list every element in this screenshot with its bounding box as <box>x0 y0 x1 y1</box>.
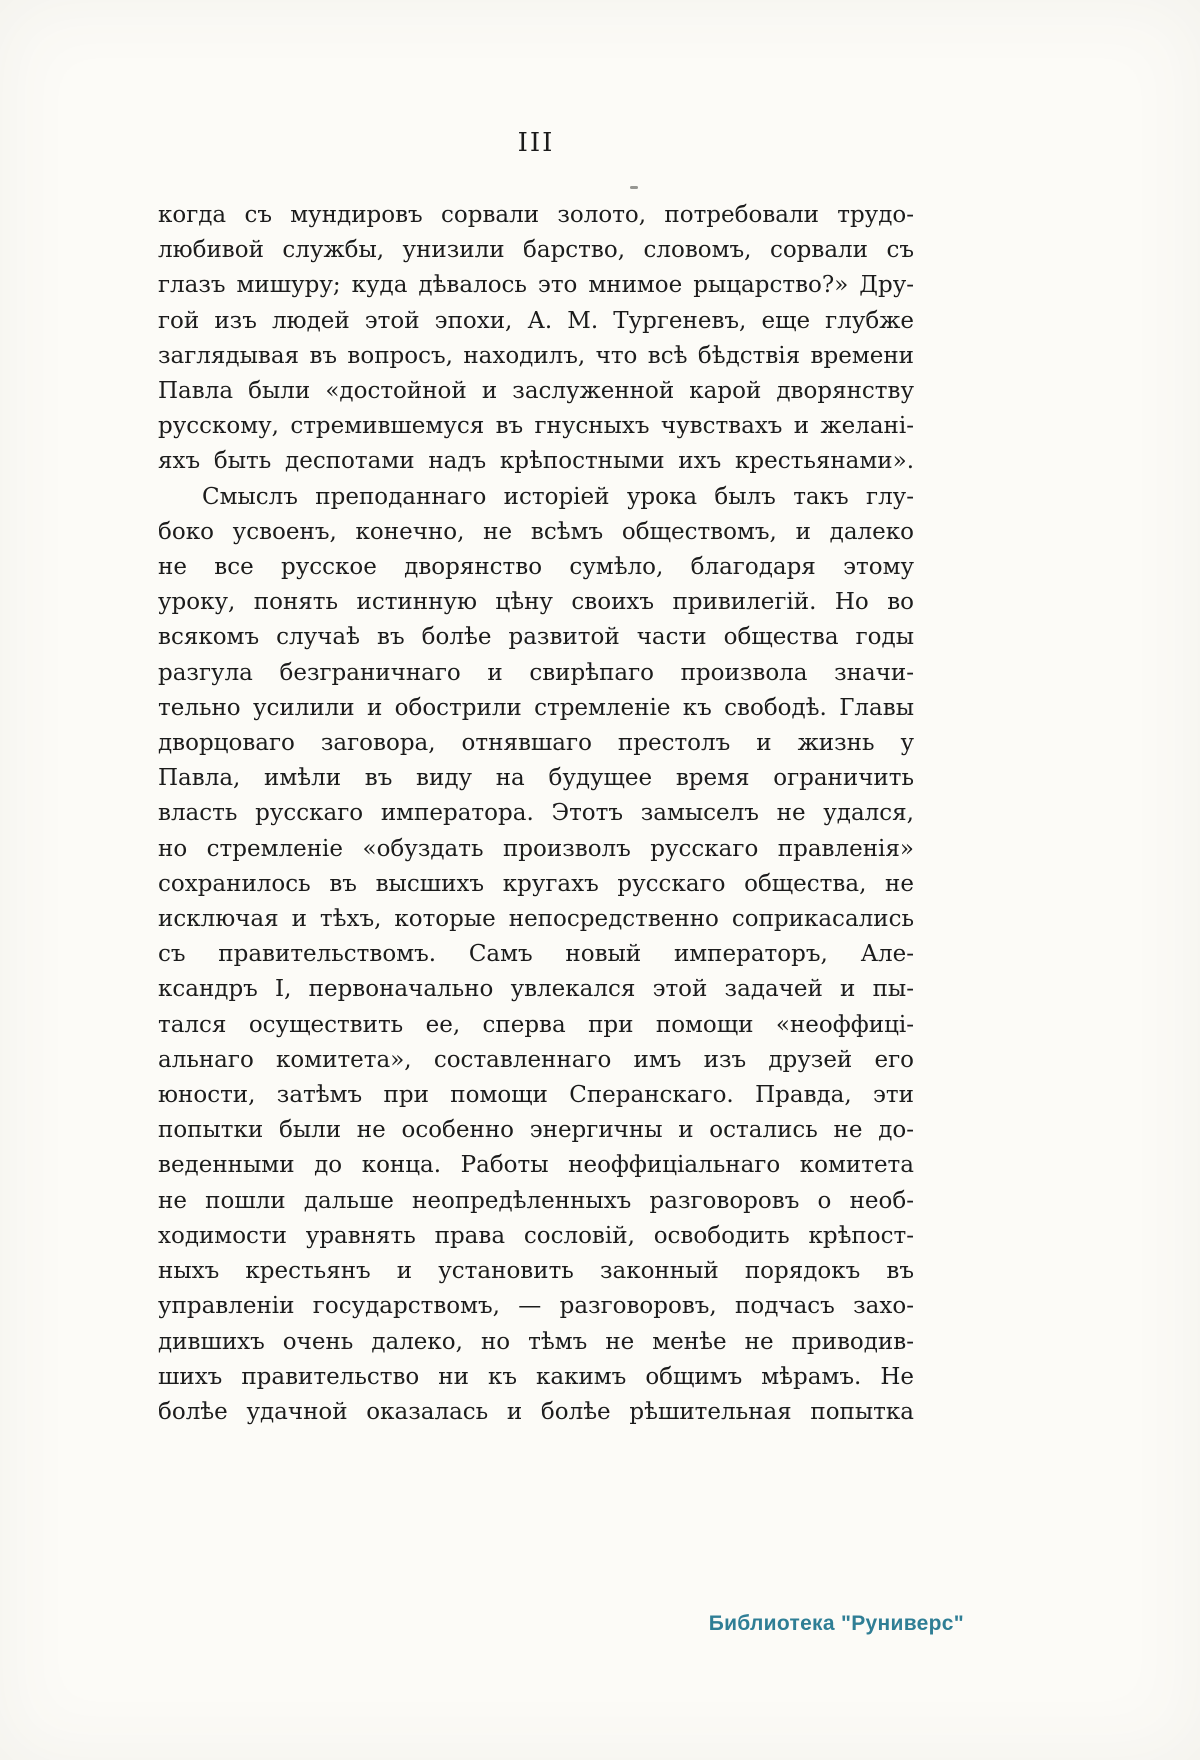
text-line: любивой службы, унизили барство, словомъ, сорвали съ <box>158 237 914 264</box>
text-line: ксандръ I, первоначально увлекался этой задачей и пы- <box>158 976 914 1003</box>
text-line: ходимости уравнять права сословій, освободить крѣпост- <box>158 1222 914 1249</box>
text-line: боко усвоенъ, конечно, не всѣмъ обществомъ, и далеко <box>158 518 914 545</box>
text-line: юности, затѣмъ при помощи Сперанскаго. Правда, эти <box>158 1082 914 1109</box>
page-text <box>158 198 914 1430</box>
text-line: Павла были «достойной и заслуженной карой дворянству <box>158 378 914 405</box>
library-watermark: Библиотека "Руниверс" <box>708 1612 964 1635</box>
text-line: управленіи государствомъ, — разговоровъ, подчасъ захо- <box>158 1293 914 1320</box>
text-line: глазъ мишуру; куда дѣвалось это мнимое рыцарство?» Дру- <box>158 272 914 299</box>
text-line: разгула безграничнаго и свирѣпаго произвола значи- <box>158 659 914 686</box>
text-line: веденными до конца. Работы неоффиціальнаго комитета <box>158 1152 914 1179</box>
text-line: исключая и тѣхъ, которые непосредственно соприкасались <box>158 906 914 933</box>
text-line: Смыслъ преподаннаго исторіей урока былъ такъ глу- <box>202 483 914 510</box>
text-line: тался осуществить ее, сперва при помощи «неоффиці- <box>158 1011 914 1038</box>
text-line: ныхъ крестьянъ и установить законный порядокъ въ <box>158 1258 914 1285</box>
text-line: дившихъ очень далеко, но тѣмъ не менѣе не приводив- <box>158 1328 914 1355</box>
scan-artifact <box>630 186 638 189</box>
text-line: попытки были не особенно энергичны и остались не до- <box>158 1117 914 1144</box>
text-line: гой изъ людей этой эпохи, А. М. Тургеневъ, еще глубже <box>158 307 914 334</box>
text-line: но стремленіе «обуздать произволъ русскаго правленія» <box>158 835 914 862</box>
page-number: III <box>517 128 555 158</box>
text-line: не все русское дворянство сумѣло, благодаря этому <box>158 554 914 581</box>
text-line: съ правительствомъ. Самъ новый императоръ, Але- <box>158 941 914 968</box>
text-line: шихъ правительство ни къ какимъ общимъ мѣрамъ. Не <box>158 1363 914 1390</box>
text-line: когда съ мундировъ сорвали золото, потребовали трудо- <box>158 202 914 228</box>
text-line: альнаго комитета», составленнаго имъ изъ друзей его <box>158 1046 914 1073</box>
text-line: всякомъ случаѣ въ болѣе развитой части общества годы <box>158 624 914 651</box>
text-line: не пошли дальше неопредѣленныхъ разговоровъ о необ- <box>158 1187 914 1214</box>
text-line: Павла, имѣли въ виду на будущее время ограничить <box>158 765 914 792</box>
text-line: тельно усилили и обострили стремленіе къ свободѣ. Главы <box>158 694 914 721</box>
text-line: сохранилось въ высшихъ кругахъ русскаго общества, не <box>158 870 914 897</box>
text-line: дворцоваго заговора, отнявшаго престолъ и жизнь у <box>158 730 914 757</box>
text-line: уроку, понять истинную цѣну своихъ привилегій. Но во <box>158 589 914 616</box>
text-line: яхъ быть деспотами надъ крѣпостными ихъ крестьянами». <box>158 448 914 475</box>
text-line: власть русскаго императора. Этотъ замыселъ не удался, <box>158 800 914 827</box>
text-line: заглядывая въ вопросъ, находилъ, что всѣ бѣдствія времени <box>158 342 914 369</box>
text-line: болѣе удачной оказалась и болѣе рѣшительная попытка <box>158 1398 914 1425</box>
text-line: русскому, стремившемуся въ гнусныхъ чувствахъ и желані- <box>158 413 914 440</box>
